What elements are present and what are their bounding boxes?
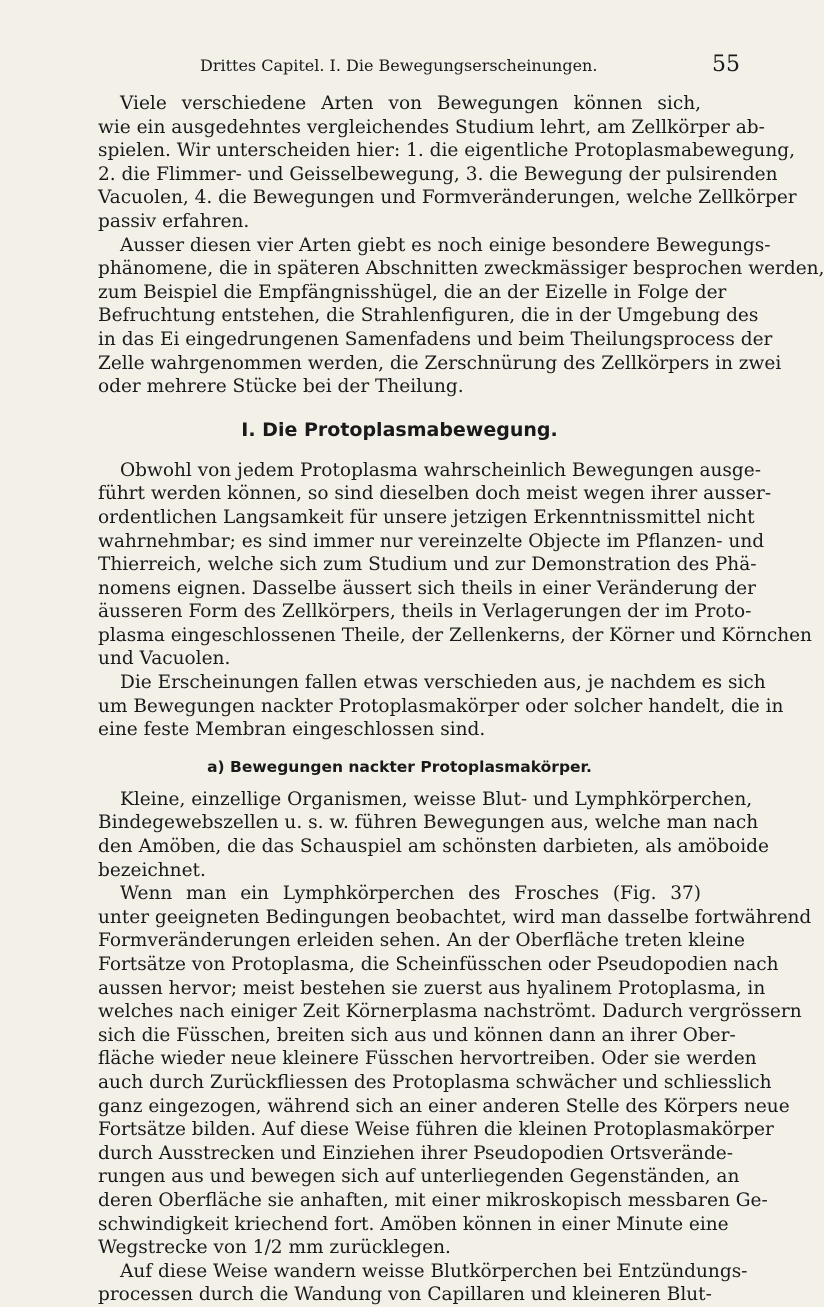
text-line: Formveränderungen erleiden sehen. An der Oberfläche treten kleine: [98, 930, 745, 952]
text-line: Fortsätze von Protoplasma, die Scheinfüsschen oder Pseudopodien nach: [98, 954, 779, 975]
running-header: [100, 52, 740, 80]
text-line: Bindegewebszellen u. s. w. führen Bewegungen aus, welche man nach: [98, 812, 759, 834]
text-line: eine feste Membran eingeschlossen sind.: [98, 719, 486, 741]
text-line: Viele verschiedene Arten von Bewegungen können sich,: [120, 93, 701, 114]
text-line: spielen. Wir unterscheiden hier: 1. die eigentliche Protoplasmabewegung,: [98, 140, 795, 162]
text-line: Ausser diesen vier Arten giebt es noch einige besondere Bewegungs-: [120, 234, 771, 256]
text-line: deren Oberfläche sie anhaften, mit einer mikroskopisch messbaren Ge-: [98, 1189, 768, 1211]
text-line: unter geeigneten Bedingungen beobachtet, wird man dasselbe fortwährend: [98, 906, 812, 928]
text-line: den Amöben, die das Schauspiel am schönsten darbieten, als amöboide: [98, 836, 769, 858]
text-line: Obwohl von jedem Protoplasma wahrscheinlich Bewegungen ausge-: [120, 459, 761, 481]
text-line: Auf diese Weise wandern weisse Blutkörperchen bei Entzündungs-: [120, 1260, 748, 1282]
text-line: passiv erfahren.: [98, 210, 250, 232]
text-line: äusseren Form des Zellkörpers, theils in Verlagerungen der im Proto-: [98, 601, 752, 623]
text-line: oder mehrere Stücke bei der Theilung.: [98, 376, 464, 398]
text-line: in das Ei eingedrungenen Samenfadens und beim Theilungsprocess der: [98, 328, 773, 350]
text-line: Wegstrecke von 1/2 mm zurücklegen.: [98, 1237, 451, 1259]
text-line: fläche wieder neue kleinere Füsschen hervortreiben. Oder sie werden: [98, 1048, 757, 1070]
text-line: führt werden können, so sind dieselben doch meist wegen ihrer ausser-: [98, 483, 772, 505]
text-line: bezeichnet.: [98, 859, 206, 881]
text-line: durch Ausstrecken und Einziehen ihrer Pseudopodien Ortsverände-: [98, 1142, 734, 1164]
text-line: Zelle wahrgenommen werden, die Zerschnürung des Zellkörpers in zwei: [98, 352, 782, 374]
text-line: ordentlichen Langsamkeit für unsere jetzigen Erkenntnissmittel nicht: [98, 506, 755, 528]
text-line: plasma eingeschlossenen Theile, der Zellenkerns, der Körner und Körnchen: [98, 624, 812, 646]
text-line: rungen aus und bewegen sich auf unterliegenden Gegenständen, an: [98, 1166, 740, 1188]
text-line: um Bewegungen nackter Protoplasmakörper oder solcher handelt, die in: [98, 695, 784, 717]
text-line: wie ein ausgedehntes vergleichendes Studium lehrt, am Zellkörper ab-: [98, 116, 765, 138]
text-line: nomens eignen. Dasselbe äussert sich theils in einer Veränderung der: [98, 577, 756, 599]
paragraph-4: [98, 671, 784, 742]
text-line: processen durch die Wandung von Capillaren und kleineren Blut-: [98, 1284, 712, 1306]
text-line: Befruchtung entstehen, die Strahlenfiguren, die in der Umgebung des: [98, 305, 759, 327]
page-number: 55: [712, 52, 740, 77]
text-line: wahrnehmbar; es sind immer nur vereinzelte Objecte im Pflanzen- und: [98, 530, 765, 552]
paragraph-7: [98, 1260, 748, 1307]
text-line: Fortsätze bilden. Auf diese Weise führen die kleinen Protoplasmakörper: [98, 1119, 774, 1141]
text-line: welches nach einiger Zeit Körnerplasma nachströmt. Dadurch vergrössern: [98, 1001, 802, 1023]
text-line: Wenn man ein Lymphkörperchen des Frosches (Fig. 37): [120, 883, 701, 905]
text-line: und Vacuolen.: [98, 648, 231, 670]
text-line: ganz eingezogen, während sich an einer anderen Stelle des Körpers neue: [98, 1095, 790, 1117]
text-line: Thierreich, welche sich zum Studium und zur Demonstration des Phä-: [98, 554, 757, 576]
text-line: Kleine, einzellige Organismen, weisse Blut- und Lymphkörperchen,: [120, 788, 753, 810]
text-line: aussen hervor; meist bestehen sie zuerst aus hyalinem Protoplasma, in: [98, 977, 766, 999]
paragraph-1: [98, 92, 797, 234]
paragraph-6: [98, 882, 812, 1260]
paragraph-5: [98, 788, 769, 882]
body-text: [98, 92, 824, 1307]
text-line: Vacuolen, 4. die Bewegungen und Formveränderungen, welche Zellkörper: [98, 187, 797, 209]
text-line: phänomene, die in späteren Abschnitten zweckmässiger besprochen werden,: [98, 258, 824, 280]
text-line: sich die Füsschen, breiten sich aus und können dann an ihrer Ober-: [98, 1024, 736, 1046]
running-title: Drittes Capitel. I. Die Bewegungserscheinungen.: [200, 56, 598, 75]
text-line: schwindigkeit kriechend fort. Amöben können in einer Minute eine: [98, 1213, 729, 1235]
paragraph-3: [98, 459, 812, 671]
text-line: auch durch Zurückfliessen des Protoplasma schwächer und schliesslich: [98, 1071, 772, 1093]
text-line: zum Beispiel die Empfängnisshügel, die an der Eizelle in Folge der: [98, 281, 727, 303]
text-line: Die Erscheinungen fallen etwas verschieden aus, je nachdem es sich: [120, 672, 766, 694]
text-line: 2. die Flimmer- und Geisselbewegung, 3. die Bewegung der pulsirenden: [98, 163, 778, 185]
section-heading: I. Die Protoplasmabewegung.: [241, 418, 558, 441]
subsection-heading: a) Bewegungen nackter Protoplasmakörper.: [207, 757, 592, 776]
paragraph-2: [98, 234, 824, 399]
